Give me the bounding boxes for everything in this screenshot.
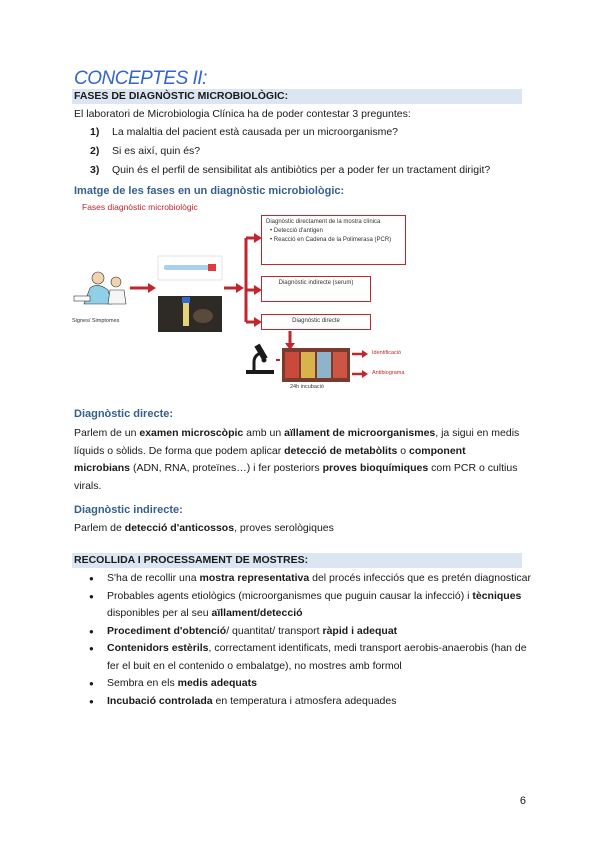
- sample-bullets-list: [72, 570, 532, 710]
- section-heading-fases: FASES DE DIAGNÒSTIC MICROBIOLÒGIC:: [74, 90, 289, 102]
- bold-text-run: medis adequats: [177, 677, 257, 689]
- diagnostic-phases-figure: [68, 198, 528, 398]
- intro-text: El laboratori de Microbiologia Clínica ha de poder contestar 3 preguntes:: [74, 108, 411, 120]
- bold-text-run: aïllament/detecció: [211, 607, 303, 619]
- bold-text-run: aïllament de microorganismes: [284, 427, 436, 439]
- antibiogram-label: Antibiograma: [372, 370, 405, 376]
- page-title: CONCEPTES II:: [74, 68, 207, 89]
- text-run: , ja sigui en medis líquids o sòlids. De forma que podem aplicar: [74, 427, 520, 457]
- swab-photo: [158, 256, 222, 280]
- text-run: Parlem de: [74, 522, 125, 534]
- microscope-icon: [246, 344, 274, 374]
- text-run: Probables agents etiològics (microorganismes que puguin causar la infecció) i: [107, 589, 473, 602]
- text-run: / quantitat/ transport: [226, 624, 323, 637]
- section-heading-band: [72, 89, 522, 104]
- text-run: S'ha de recollir una: [107, 572, 200, 584]
- text-run: Sembra en els: [107, 677, 178, 689]
- indirect-diagnosis-box: Diagnòstic indirecte (serum): [261, 276, 371, 302]
- culture-plates-photo: [282, 348, 350, 382]
- figure-caption: Imatge de les fases en un diagnòstic microbiològic:: [74, 185, 345, 197]
- question-item: 1) La malaltia del pacient està causada per un microorganisme?: [90, 126, 398, 138]
- question-item: 2) Si es així, quin és?: [90, 145, 201, 157]
- text-run: o: [397, 444, 409, 457]
- indirect-heading: Diagnòstic indirecte:: [74, 504, 183, 516]
- bold-text-run: Incubació controlada: [107, 694, 213, 707]
- direct-sample-item: • Reacció en Cadena de la Polimerasa (PCR): [270, 237, 392, 243]
- direct-diagnosis-box: Diagnòstic directe: [261, 314, 371, 330]
- text-run: disponibles per al seu: [107, 607, 212, 619]
- section-heading-recollida: RECOLLIDA I PROCESSAMENT DE MOSTRES:: [74, 554, 309, 566]
- text-run: Parlem de un: [74, 427, 140, 439]
- patient-illustration: [74, 272, 126, 304]
- indirect-paragraph: [74, 520, 524, 538]
- direct-sample-item: • Detecció d'antigen: [270, 228, 323, 234]
- direct-sample-box: Diagnòstic directament de la mostra clínica • Detecció d'antigen • Reacció en Cadena de la Polimerasa (PCR): [261, 215, 406, 265]
- bold-text-run: detecció de metabòlits: [284, 444, 398, 457]
- list-item: [72, 570, 532, 588]
- list-item: [72, 675, 532, 693]
- list-item: [72, 623, 532, 641]
- signs-label: Signes/ Simptomes: [72, 318, 120, 324]
- text-run: , correctament identificats, medi transport aerobis-anaerobis (han de fer el buit en el contenido o embalatge), no mostres amb formol: [107, 642, 527, 672]
- identification-label: Identificació: [372, 350, 402, 356]
- bold-text-run: component microbians: [74, 444, 466, 474]
- text-run: (ADN, RNA, proteïnes…) i fer posteriors: [130, 462, 323, 474]
- text-run: en temperatura i atmosfera adequades: [212, 694, 397, 707]
- bold-text-run: examen microscòpic: [139, 427, 244, 439]
- question-item: 3) Quin és el perfil de sensibilitat als antibiòtics per a poder fer un tractament dirigit?: [90, 164, 491, 176]
- section-heading-band: [72, 553, 522, 568]
- text-run: amb un: [243, 427, 285, 439]
- questions-list: [72, 123, 532, 180]
- text-run: , proves serològiques: [234, 522, 334, 534]
- list-item: [72, 640, 532, 675]
- bold-text-run: mostra representativa: [199, 572, 310, 584]
- direct-paragraph: [74, 425, 524, 495]
- bold-text-run: ràpid i adequat: [322, 624, 398, 637]
- sample-photo: [158, 296, 222, 332]
- bold-text-run: tècniques: [472, 589, 522, 602]
- list-item: [72, 693, 532, 711]
- figure-title: Fases diagnòstic microbiològic: [82, 202, 198, 212]
- bold-text-run: detecció d'anticossos: [124, 522, 235, 534]
- incubation-label: 24h incubació: [290, 384, 324, 390]
- page-number: 6: [519, 795, 526, 807]
- bold-text-run: Contenidors estèrils: [107, 642, 209, 654]
- text-run: com PCR o cultius virals.: [74, 462, 518, 492]
- bold-text-run: Procediment d'obtenció: [107, 624, 227, 637]
- list-item: [72, 588, 532, 623]
- direct-heading: Diagnòstic directe:: [74, 408, 174, 420]
- text-run: del procés infecciós que es pretén diagnosticar: [309, 572, 532, 584]
- bold-text-run: proves bioquímiques: [322, 462, 429, 474]
